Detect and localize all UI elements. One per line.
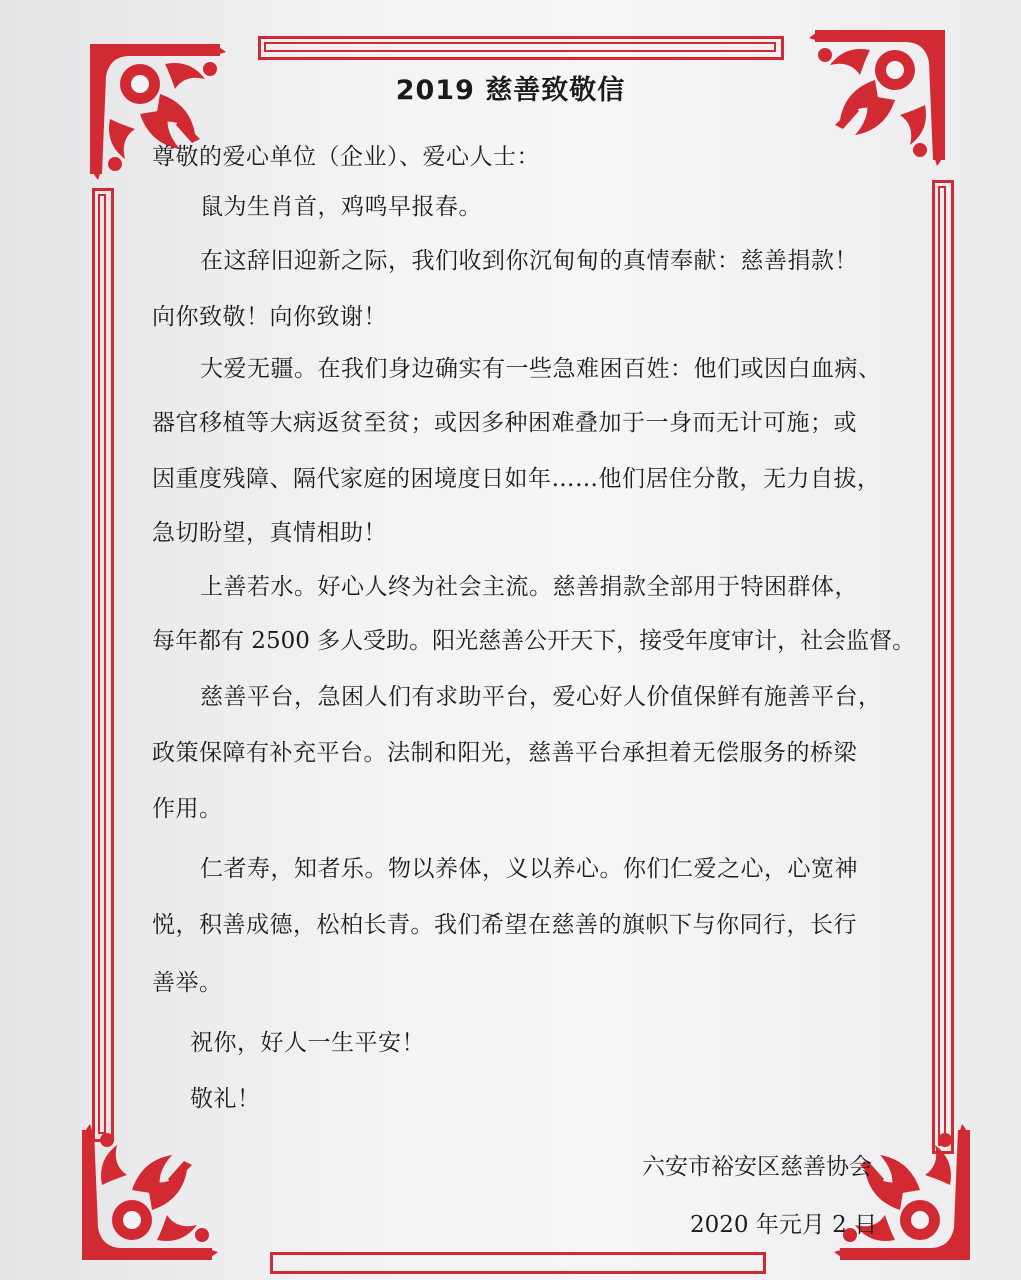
body-line: 作用。 — [152, 796, 223, 822]
frame-right-inner-border — [938, 186, 946, 1146]
body-line: 政策保障有补充平台。法制和阳光，慈善平台承担着无偿服务的桥梁 — [152, 740, 857, 766]
frame-top-inner-border — [264, 42, 776, 52]
signature-date: 2020 年元月 2 日 — [690, 1212, 878, 1238]
letter-title: 2019 慈善致敬信 — [395, 75, 626, 106]
body-line: 器官移植等大病返贫至贫；或因多种困难叠加于一身而无计可施；或 — [152, 410, 857, 436]
closing-salute: 敬礼！ — [190, 1086, 261, 1112]
body-line: 大爱无疆。在我们身边确实有一些急难困百姓：他们或因白血病、 — [200, 356, 882, 382]
floral-corner-top-left-icon — [70, 24, 260, 214]
body-line: 向你致敬！向你致谢！ — [152, 304, 387, 330]
salutation: 尊敬的爱心单位（企业）、爱心人士： — [152, 144, 540, 170]
floral-corner-bottom-left-icon — [62, 1090, 252, 1280]
body-line: 急切盼望，真情相助！ — [152, 520, 387, 546]
body-line: 悦，积善成德，松柏长青。我们希望在慈善的旗帜下与你同行，长行 — [152, 912, 857, 938]
body-line: 因重度残障、隔代家庭的困境度日如年……他们居住分散，无力自拔， — [152, 466, 881, 492]
body-line: 仁者寿，知者乐。物以养体，义以养心。你们仁爱之心，心宽神 — [200, 856, 858, 882]
body-line: 慈善平台，急困人们有求助平台，爱心好人价值保鲜有施善平台， — [200, 684, 882, 710]
floral-corner-bottom-right-icon — [800, 1090, 990, 1280]
body-line: 鼠为生肖首，鸡鸣早报春。 — [200, 194, 482, 220]
body-line: 上善若水。好心人终为社会主流。慈善捐款全部用于特困群体， — [200, 574, 858, 600]
signature-organization: 六安市裕安区慈善协会 — [642, 1154, 872, 1180]
frame-left-inner-border — [98, 194, 106, 1134]
frame-bottom-border — [270, 1252, 766, 1274]
body-line: 善举。 — [152, 970, 223, 996]
body-line: 在这辞旧迎新之际，我们收到你沉甸甸的真情奉献：慈善捐款！ — [200, 248, 858, 274]
body-line: 每年都有 2500 多人受助。阳光慈善公开天下，接受年度审计，社会监督。 — [152, 628, 916, 654]
closing-wish: 祝你，好人一生平安！ — [190, 1030, 425, 1056]
